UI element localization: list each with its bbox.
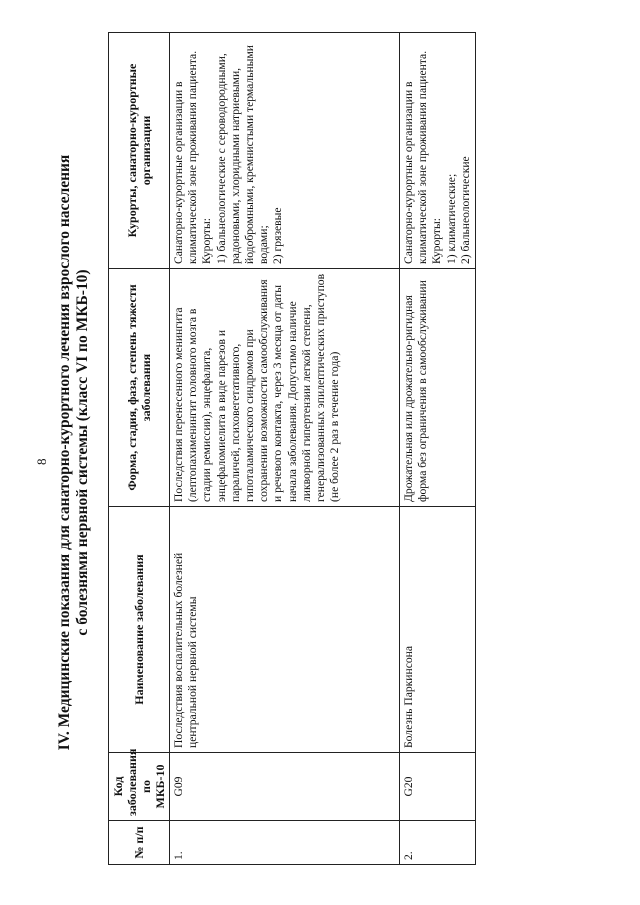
row-resorts: Санаторно-курортные организации в климатической зоне проживания пациента. Курорты: 1) климатические; 2) бальнеологические [400,33,476,269]
row-code: G20 [400,753,476,821]
header-resorts: Курорты, санаторно-курортные организации [109,33,170,269]
row-resorts: Санаторно-курортные организации в климатической зоне проживания пациента. Курорты: 1) бальнеологические с сероводородными, радоновыми, хлоридными натриевыми, йодобромными, кремнистыми термальными водами; 2) грязевые [170,33,400,269]
title-line-1: IV. Медицинские показания для санаторно-курортного лечения взрослого населения [56,154,73,751]
row-num: 2. [400,821,476,865]
row-form: Дрожательная или дрожательно-ригидная форма без ограничения в самообслуживании [400,269,476,507]
table-row [170,33,400,865]
indications-table [108,32,476,865]
table-row [400,33,476,865]
row-code: G09 [170,753,400,821]
row-form: Последствия перенесенного менингита (лептопахименингит головного мозга в стадии ремиссии), энцефалита, энцефаломиелита в виде парезов и параличей, психовегетативного, гипоталамического синдромов при сохранении возможности самообслуживания и речевого контакта, через 3 месяца от даты начала заболевания. Допустимо наличие ликворной гипертензии легкой степени, генерализованных эпилептических приступов (не более 2 раз в течение года) [170,269,400,507]
header-num: № п/п [109,821,170,865]
table-header-row [109,33,170,865]
page-number: 8 [34,458,49,465]
row-name: Последствия воспалительных болезней центральной нервной системы [170,507,400,753]
page-title [56,30,92,875]
title-line-2: с болезнями нервной системы (класс VI по МКБ-10) [74,269,91,636]
header-form: Форма, стадия, фаза, степень тяжести заболевания [109,269,170,507]
row-name: Болезнь Паркинсона [400,507,476,753]
header-code: Код заболевания по МКБ-10 [109,753,170,821]
header-name: Наименование заболевания [109,507,170,753]
row-num: 1. [170,821,400,865]
